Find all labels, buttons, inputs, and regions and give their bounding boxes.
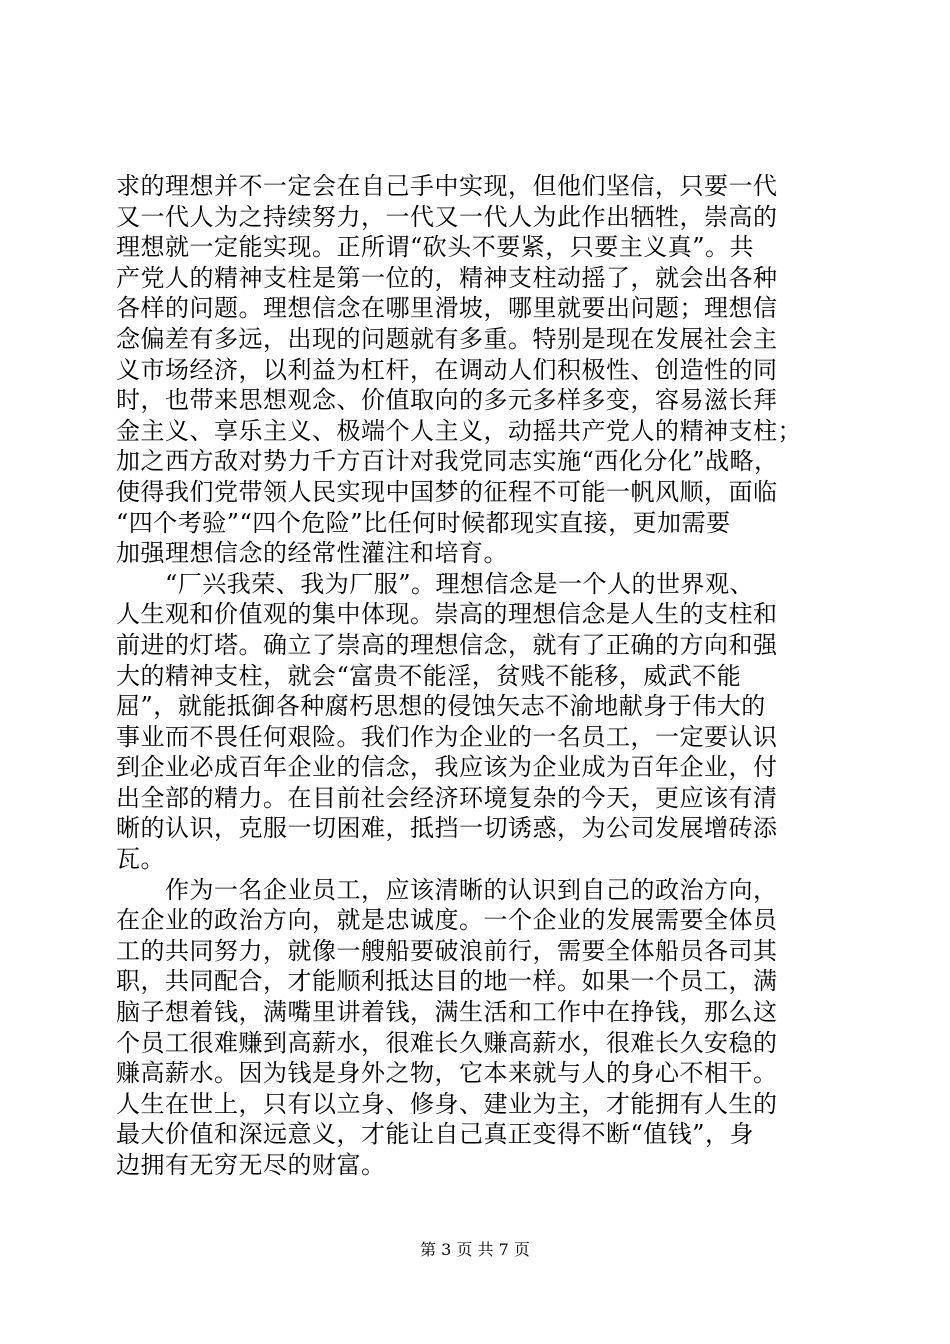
text-line: 脑子想着钱，满嘴里讲着钱，满生活和工作中在挣钱，那么这 [116, 998, 778, 1027]
text-line: 屈”，就能抵御各种腐朽思想的侵蚀矢志不渝地献身于伟大的 [116, 692, 766, 721]
text-line: 出全部的精力。在目前社会经济环境复杂的今天，更应该有清 [116, 783, 778, 812]
text-line: 人生在世上，只有以立身、修身、建业为主，才能拥有人生的 [116, 1089, 778, 1118]
text-line: 金主义、享乐主义、极端个人主义，动摇共产党人的精神支柱； [116, 416, 802, 445]
text-line: 前进的灯塔。确立了崇高的理想信念，就有了正确的方向和强 [116, 630, 778, 659]
text-line: 理想就一定能实现。正所谓“砍头不要紧，只要主义真”。共 [116, 233, 755, 262]
text-line: 事业而不畏任何艰险。我们作为企业的一名员工，一定要认识 [116, 722, 778, 751]
page-number-footer: 第 3 页 共 7 页 [420, 1240, 530, 1259]
text-line: 个员工很难赚到高薪水，很难长久赚高薪水，很难长久安稳的 [116, 1028, 778, 1057]
text-line: 各样的问题。理想信念在哪里滑坡，哪里就要出问题；理想信 [116, 294, 778, 323]
text-line: 到企业必成百年企业的信念，我应该为企业成为百年企业，付 [116, 753, 778, 782]
text-line: 时，也带来思想观念、价值取向的多元多样多变，容易滋长拜 [116, 386, 778, 415]
text-line: 职，共同配合，才能顺利抵达目的地一样。如果一个员工，满 [116, 967, 778, 996]
text-line: 瓦。 [116, 845, 165, 874]
text-line: 义市场经济，以利益为杠杆，在调动人们积极性、创造性的同 [116, 355, 778, 384]
text-line: 使得我们党带领人民实现中国梦的征程不可能一帆风顺，面临 [116, 477, 778, 506]
text-line: 边拥有无穷无尽的财富。 [116, 1151, 386, 1179]
text-line: 又一代人为之持续努力，一代又一代人为此作出牺牲，崇高的 [116, 202, 778, 231]
body-text [116, 171, 836, 1181]
text-line: 工的共同努力，就像一艘船要破浪前行，需要全体船员各司其 [116, 936, 778, 965]
text-line: 在企业的政治方向，就是忠诚度。一个企业的发展需要全体员 [116, 906, 778, 935]
text-line: 念偏差有多远，出现的问题就有多重。特别是现在发展社会主 [116, 324, 778, 353]
text-line: 加强理想信念的经常性灌注和培育。 [116, 539, 508, 568]
text-line: 求的理想并不一定会在自己手中实现，但他们坚信，只要一代 [116, 172, 778, 200]
text-line: 大的精神支柱，就会“富贵不能淫，贫贱不能移，威武不能 [116, 661, 742, 690]
text-line: 产党人的精神支柱是第一位的，精神支柱动摇了，就会出各种 [116, 263, 778, 292]
text-line: 人生观和价值观的集中体现。崇高的理想信念是人生的支柱和 [116, 600, 778, 629]
text-line: 赚高薪水。因为钱是身外之物，它本来就与人的身心不相干。 [116, 1059, 778, 1088]
text-line: 加之西方敌对势力千方百计对我党同志实施“西化分化”战略， [116, 447, 779, 476]
text-line: “四个考验”“四个危险”比任何时候都现实直接，更加需要 [116, 508, 731, 537]
text-line: 最大价值和深远意义，才能让自己真正变得不断“值钱”，身 [116, 1120, 755, 1149]
paragraph-start-line: 作为一名企业员工，应该清晰的认识到自己的政治方向， [116, 875, 778, 904]
paragraph-start-line: “厂兴我荣、我为厂服”。理想信念是一个人的世界观、 [116, 569, 755, 598]
text-line: 晰的认识，克服一切困难，抵挡一切诱惑，为公司发展增砖添 [116, 814, 778, 843]
